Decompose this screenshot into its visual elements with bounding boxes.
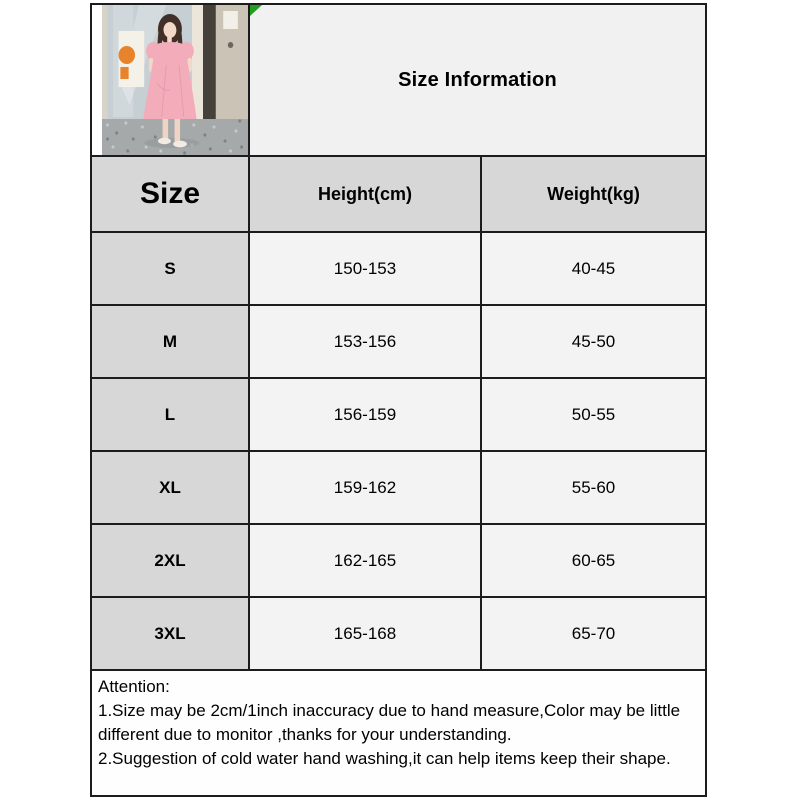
table-row-size: S (92, 233, 248, 304)
attention-note-1: 1.Size may be 2cm/1inch inaccuracy due to hand measure,Color may be little different due to monitor ,thanks for your understanding. (98, 701, 681, 745)
table-row-weight: 50-55 (482, 379, 705, 450)
table-row-size: 2XL (92, 525, 248, 596)
header-size (92, 157, 248, 231)
table-row-size: XL (92, 452, 248, 523)
table-row-height: 150-153 (250, 233, 480, 304)
green-corner-marker-icon (250, 5, 262, 16)
product-photo-illustration (102, 5, 248, 155)
table-row-height: 159-162 (250, 452, 480, 523)
header-height (250, 157, 480, 231)
table-row-weight: 65-70 (482, 598, 705, 669)
table-row-weight: 40-45 (482, 233, 705, 304)
header-height-label: Height(cm) (318, 183, 412, 204)
table-row-height: 165-168 (250, 598, 480, 669)
table-row-weight: 55-60 (482, 452, 705, 523)
header-weight-label: Weight(kg) (547, 183, 640, 204)
header-weight (482, 157, 705, 231)
attention-heading: Attention: (98, 677, 170, 696)
table-row-size: 3XL (92, 598, 248, 669)
table-row-weight: 60-65 (482, 525, 705, 596)
size-chart-grid (92, 5, 705, 795)
attention-section (92, 671, 705, 795)
table-row-height: 156-159 (250, 379, 480, 450)
product-photo (92, 5, 248, 155)
attention-note-2: 2.Suggestion of cold water hand washing,it can help items keep their shape. (98, 749, 671, 769)
table-row-weight: 45-50 (482, 306, 705, 377)
table-row-size: L (92, 379, 248, 450)
table-row-height: 153-156 (250, 306, 480, 377)
header-size-label: Size (139, 177, 201, 210)
size-chart-sheet (90, 3, 707, 797)
page-title: Size Information (398, 68, 557, 91)
table-row-height: 162-165 (250, 525, 480, 596)
table-row-size: M (92, 306, 248, 377)
title-cell (250, 5, 705, 155)
